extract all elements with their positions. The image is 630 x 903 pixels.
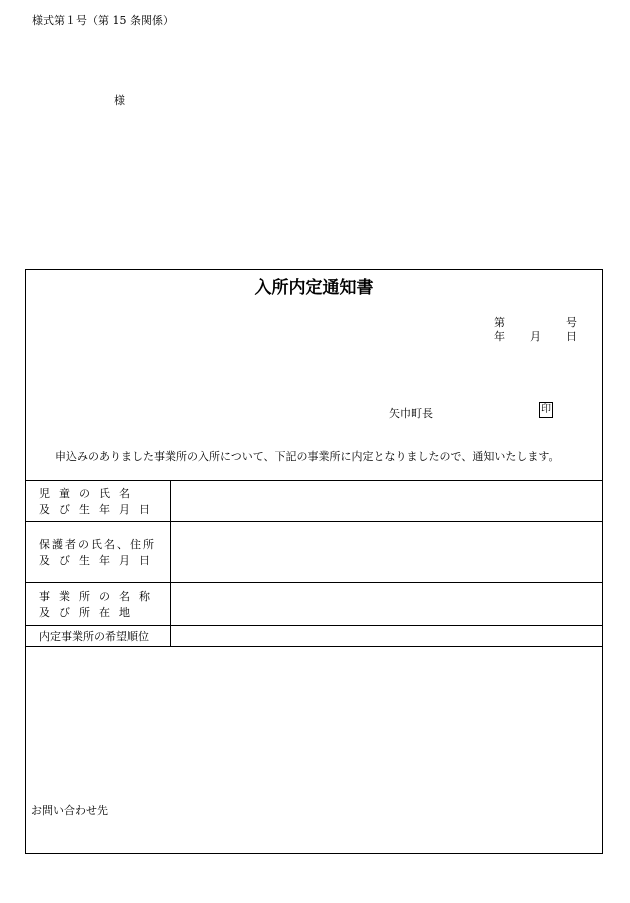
- row-label: [26, 583, 171, 625]
- label-line2: 及び所在地: [39, 606, 139, 619]
- notice-title: 入所内定通知書: [254, 278, 374, 298]
- contact-label: お問い合わせ先: [31, 804, 108, 817]
- label-line2: 及び生年月日: [39, 503, 159, 516]
- recipient-suffix: 様: [114, 94, 125, 107]
- label-line2: 及び生年月日: [39, 554, 159, 567]
- preference-rank-field[interactable]: [171, 626, 602, 646]
- label-line1: 保護者の氏名、住所: [39, 538, 156, 551]
- date-day: 日: [566, 330, 577, 343]
- label-line1: 児童の氏名: [39, 487, 139, 500]
- notice-body: 申込みのありました事業所の入所について、下記の事業所に内定となりましたので、通知いたします。: [55, 450, 560, 463]
- row-child: [26, 480, 602, 521]
- label-line1: 内定事業所の希望順位: [39, 630, 149, 643]
- row-label: [26, 481, 171, 521]
- row-label: [26, 626, 171, 646]
- seal-mark: 印: [539, 402, 553, 418]
- guardian-info-field[interactable]: [171, 522, 602, 582]
- issuer-name: 矢巾町長: [389, 407, 433, 420]
- row-facility: [26, 582, 602, 625]
- form-number: 様式第１号（第 15 条関係）: [32, 14, 174, 27]
- date-month: 月: [530, 330, 541, 343]
- date-year: 年: [494, 330, 505, 343]
- label-line1: 事業所の名称: [39, 590, 159, 603]
- facility-info-field[interactable]: [171, 583, 602, 625]
- details-table: [26, 480, 602, 647]
- row-label: [26, 522, 171, 582]
- number-prefix: 第: [494, 316, 505, 329]
- row-preference: [26, 625, 602, 647]
- notice-frame: [25, 269, 603, 854]
- number-suffix: 号: [566, 316, 577, 329]
- row-guardian: [26, 521, 602, 582]
- child-info-field[interactable]: [171, 481, 602, 521]
